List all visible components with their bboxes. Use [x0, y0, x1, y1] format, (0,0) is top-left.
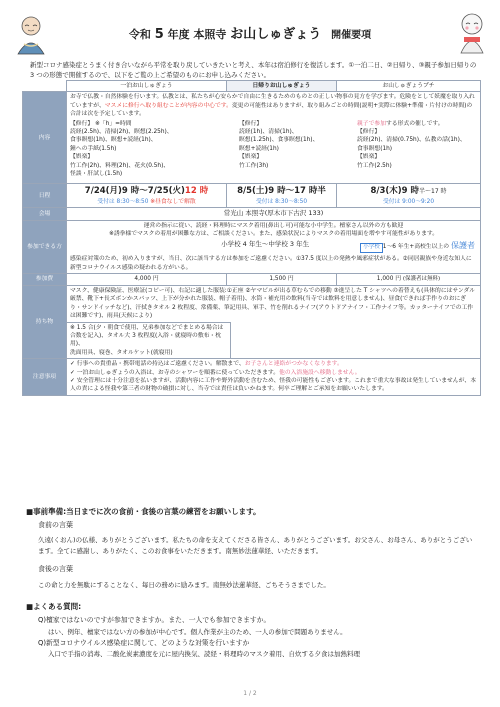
date-row: [23, 184, 481, 208]
date-day-text: 8/5(土)9 時〜17 時半: [237, 186, 326, 197]
date-overnight-text: 7/24(月)9 時〜7/25(火): [84, 186, 185, 197]
note-1: ✓ 行事への貴重品・携帯電話の持込はご遠慮ください。解散まで、: [70, 361, 245, 368]
page-number: 1 / 2: [243, 690, 257, 697]
content-day-list: [236, 120, 354, 179]
list-item: 瞑想(1.25h)、食事瞑想(1h)、: [239, 137, 319, 144]
prep-before-text: 久遠(くおん)の仏様、ありがとうございます。私たちの命を支えてくださる皆さん、ありがとうございます。お父さん、お母さん、ありがとうございます。全てに感謝し、ありがたく、このお食事をいただきます。南無妙法蓮華経、いただきます。: [38, 536, 473, 556]
list-item: 竹工作(3h): [239, 162, 269, 169]
faq-answer-2: 入口で手指の消毒、二酸化炭素濃度を元に屋内換気、読経・料理時のマスク着用、自炊する夕食は加熱料理: [48, 650, 360, 659]
list-item: 【娯楽】: [239, 154, 263, 161]
list-item: ※ 1.5 合(夕・朝食で使用、兄弟参加などでまとめる場合は合数を記入)、タオル大 3 枚程度(入浴・就寝時の敷布・枕用)、: [70, 324, 224, 348]
fee-label: 参加費: [23, 274, 67, 286]
list-item: 読経(1h)、清掃(1h)、: [239, 128, 298, 135]
faq-answer-1: はい、例年、檀家ではない方の参加が中心です。個人作業が主のため、一人の参加で問題ありません。: [48, 627, 347, 636]
content-row: [23, 92, 481, 184]
content-intro: お寺で仏教・自然体験を行います。仏教とは、私たちが心安らかで自由に生きるためのものとの正しい物事の見方を学びます。危険をとして妖魔を取り入れていますが、: [70, 94, 475, 109]
title-sub: 開催要項: [331, 30, 372, 41]
empty-corner: [23, 81, 67, 92]
target-line-3: 感染症対策のため、初め入りますが、当日、次に該当する方は参加をご遠慮ください。①37.5 度以上の発熱や風邪症状がある。②同居親族や身近な知人に新型コロナウイルス感染の疑われる方がいる。: [70, 256, 472, 271]
date-overnight-red: 12 時: [184, 186, 209, 197]
prep-after-title: 食後の言葉: [38, 565, 73, 573]
list-item: 竹工作(2.5h): [357, 162, 392, 169]
target-line-1: 運営の指示に従い、読経・料理時にマスク着用(鼻出し可)可能な小中学生。檀家さん以外の方も歓迎: [143, 222, 404, 229]
notes-label: 注意事項: [23, 359, 67, 396]
page-title: [0, 26, 500, 44]
list-item: 洗面用具、寝巻、タオルケット(就寝用): [70, 349, 173, 356]
title-prefix: 令和: [128, 28, 151, 41]
content-petit-rest: する形式の催しです。: [386, 120, 444, 127]
date-petit: [337, 184, 481, 208]
items-common: マスク、健康保険証、医療証(コピー可)、右記に適した服装:①正座 ②ヤマビルが出る草むらでの移動 ③進呈した T シャツへの着替えも(具体的にはサンダル厳禁、靴下+長ズボンかスパッツ、上下が分かれた服装、帽子着用)、水筒・補充用の飲料(当寺では飲料を用意しません)、昼食(できれば手作りのおにぎり・サンドイッチなど)、汗拭きタオル 2 枚程度、常備薬、筆記用具、軍手、竹を削れるナイフ(アウトドアナイフ・工作ナイフ等。カッターナイフでの工作は困難です)、雨具(天候により): [70, 288, 476, 320]
target-petit-badge: 小学校: [360, 243, 383, 253]
items-label: 持ち物: [23, 286, 67, 359]
items-cell: [67, 286, 481, 359]
notes-cell: [67, 359, 481, 396]
note-1-pink: お子さんと連絡がつかなくなります。: [244, 361, 343, 368]
note-2-pink: 他の入浴施設へ移動しません。: [279, 369, 361, 376]
notes-row: [23, 359, 481, 396]
venue-row: [23, 208, 481, 220]
list-item: 怪談・肝試し(1.5h): [70, 170, 123, 177]
faq-question-2: Q)新型コロナウイルス感染症に関して、どのような対策を行いますか: [38, 638, 250, 647]
list-item: 瞑想+読経(1h): [239, 145, 279, 152]
target-line-2: ※誘拳様でマスクの着用が困難な方は、ご相談ください。また、感染状況によりマスクの着用場面を増やす可能性があります。: [108, 230, 439, 237]
items-overnight: [67, 322, 231, 359]
note-3: ✓ 安全管理には十分注意を払いますが、活動内容に工作や野外活動を含むため、怪我の可能性もございます。これまで重大な事故は発生していませんが、本人の責による怪我や第三者の財物の破損に対し、当寺では責任は負いかねます。何卒ご理解とご承知をお願いいたします。: [70, 377, 476, 393]
target-grade: 小学校 4 年生〜中学校 3 年生: [221, 240, 310, 249]
date-overnight-reception: 受付は 8:30〜8:50: [97, 198, 149, 205]
title-year: 5: [154, 27, 164, 42]
items-row: [23, 286, 481, 359]
header-row: [23, 81, 481, 92]
content-petit-pink: 親子で参加: [357, 120, 386, 127]
target-row: [23, 220, 481, 274]
venue-label: 会場: [23, 208, 67, 220]
fee-petit-amount: 1,000 円: [376, 276, 402, 283]
list-item: 読経(2h)、清掃(0.75h)、仏教の話(1h)、: [357, 137, 466, 144]
target-petit: 1〜6 年生+高校生以上の: [382, 244, 449, 251]
content-petit-list: [354, 120, 480, 179]
date-petit-tail: 半〜17 時: [419, 188, 447, 196]
note-2: ✓ 一泊お山しゅぎょうの入浴は、お寺のシャワーを順番に使っていただきます。: [70, 369, 280, 376]
content-label: 内容: [23, 92, 67, 184]
col-day: 日帰りお山しゅぎょう: [227, 81, 337, 92]
col-petit: お山しゅぎょうプチ: [337, 81, 481, 92]
list-item: 竹工作(2h)、料理(2h)、花火(0.5h)、: [70, 162, 170, 169]
list-item: 【修行】 ※「h」=時間: [70, 120, 132, 127]
list-item: 鐘への手紙(1.5h): [70, 145, 117, 152]
content-intro-rest: 変更の可能性はありますが、取り組みごとの時間(説明+実際に体験+準備・片付けの時間)の合計は次を予定しています。: [70, 102, 473, 118]
fee-overnight: 4,000 円: [67, 274, 227, 286]
list-item: 【修行】: [239, 120, 263, 127]
content-intro-red: マスメに修行へ取り組むことが内容の中心です。: [104, 102, 232, 109]
intro-text: 新型コロナ感染症とうまく付き合いながら平常を取り戻していきたいと考え、本年は宿泊修行を復活します。①一泊二日、②日帰り、③親子参加日帰りの 3 つの形態で開催するので、以下をご覧の上ご希望のものにお申し込みください。: [30, 61, 477, 80]
content-overnight-list: [67, 120, 236, 179]
list-item: 読経(2.5h)、清掃(2h)、瞑想(2.25h)、: [70, 128, 173, 135]
faq-heading: ■よくある質問:: [26, 602, 82, 611]
date-day-reception: 受付は 8:30〜8:50: [255, 198, 308, 205]
fee-petit-note: (保護者は無料): [402, 276, 441, 283]
fee-petit: [337, 274, 481, 286]
faq-question-1: Q)檀家ではないのですが参加できますか。また、一人でも参加できますか。: [38, 616, 271, 624]
title-mid: 年度 本照寺: [167, 28, 227, 41]
list-item: 食事瞑想(1h)、瞑想+読経(1h)、: [70, 137, 157, 144]
date-overnight: [67, 184, 227, 208]
event-details-table: [22, 80, 481, 396]
target-cell: [67, 220, 481, 274]
date-petit-reception: 受付は 9:00〜9:20: [382, 198, 435, 205]
title-main: お山しゅぎょう: [230, 27, 322, 42]
list-item: 【修行】: [357, 128, 381, 135]
target-petit-guardian: 保護者: [451, 241, 475, 251]
col-overnight: 一泊お山しゅぎょう: [67, 81, 227, 92]
list-item: 【娯楽】: [357, 154, 381, 161]
date-overnight-note: ※昼食なしで解散: [150, 198, 196, 205]
date-petit-text: 8/3(木)9 時: [370, 186, 420, 197]
venue-value: 常光山 本照寺(厚木市下古沢 133): [67, 208, 481, 220]
target-label: 参加できる方: [23, 220, 67, 274]
date-day: [227, 184, 337, 208]
list-item: 【娯楽】: [70, 154, 94, 161]
prep-after-text: この命と力を無駄にすることなく、毎日の務めに励みます。南無妙法蓮華経、ごちそうさまでした。: [38, 581, 330, 589]
fee-day: 1,500 円: [227, 274, 337, 286]
prep-heading: ■事前準備:当日までに次の食前・食後の言葉の練習をお願いします。: [26, 507, 261, 516]
prep-before-title: 食前の言葉: [38, 521, 73, 529]
date-label: 日程: [23, 184, 67, 208]
faq-list: [38, 615, 478, 660]
list-item: 食事瞑想(1h): [357, 145, 393, 152]
content-cell: [67, 92, 481, 184]
fee-row: [23, 274, 481, 286]
